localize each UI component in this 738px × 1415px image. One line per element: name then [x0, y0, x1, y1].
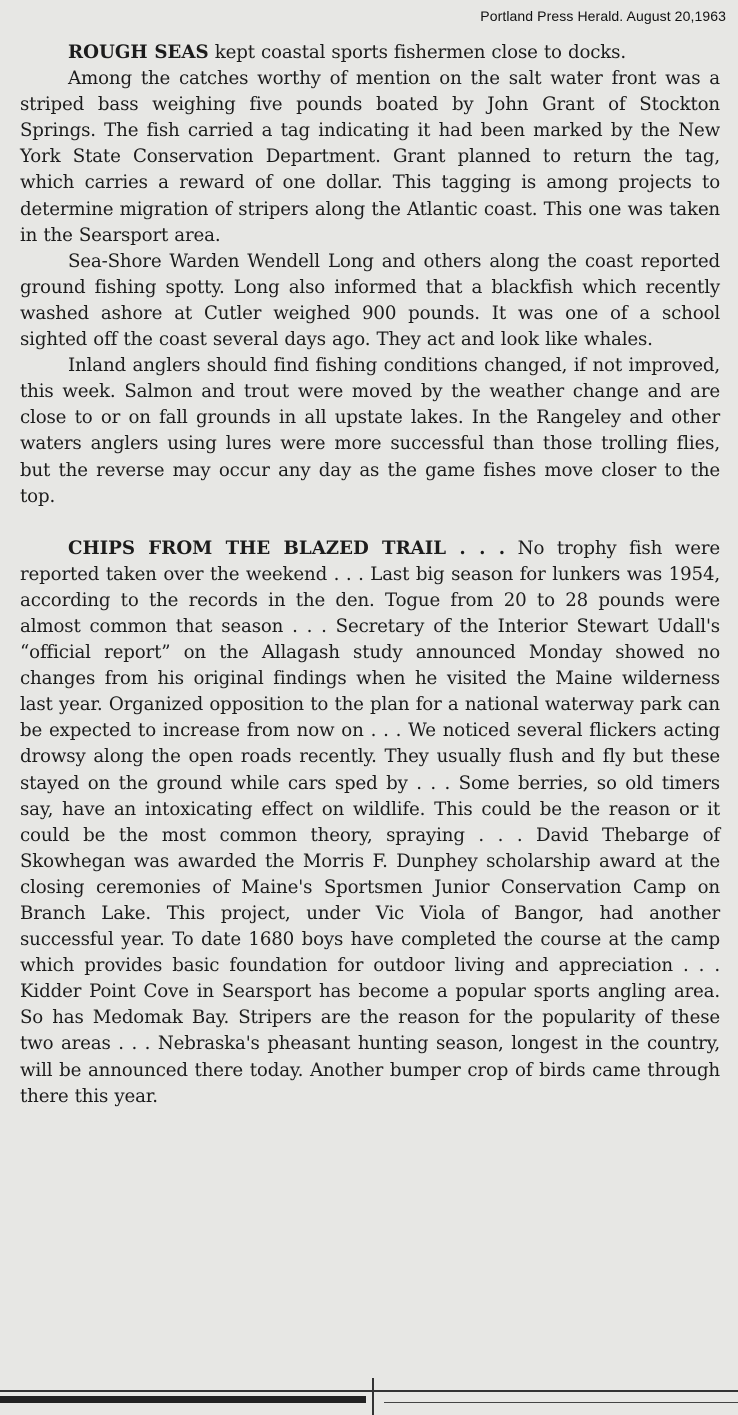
- paragraph-sea-shore-warden: Sea-Shore Warden Wendell Long and others along the coast reported ground fishing spotty. Long also informed that a blackfish which recently washed ashore at Cutler weighed 900 pounds. It was one of a school sighted off the coast several days ago. They act and look like whales.: [20, 250, 720, 351]
- paragraph-chips-from-the-blazed-trail: [20, 536, 720, 1110]
- section-heading-chips: CHIPS FROM THE BLAZED TRAIL . . .: [68, 537, 506, 559]
- paragraph-text: No trophy fish were reported taken over the weekend . . . Last big season for lunkers was 1954, according to the records in the den. Togue from 20 to 28 pounds were almost common that season . . . Secretary of the Interior Stewart Udall's “official report” on the Allagash study announced Monday showed no changes from his original findings when he visited the Maine wilderness last year. Organized opposition to the plan for a national waterway park can be expected to increase from now on . . . We noticed several flickers acting drowsy along the open roads recently. They usually flush and fly but these stayed on the ground while cars sped by . . . Some berries, so old timers say, have an intoxicating effect on wildlife. This could be the reason or it could be the most common theory, spraying . . . David Thebarge of Skowhegan was awarded the Morris F. Dunphey scholarship award at the closing ceremonies of Maine's Sportsmen Junior Conservation Camp on Branch Lake. This project, under Vic Viola of Bangor, had another successful year. To date 1680 boys have completed the course at the camp which provides basic foundation for outdoor living and appreciation . . . Kidder Point Cove in Searsport has become a popular sports angling area. So has Medomak Bay. Stripers are the reason for the popularity of these two areas . . . Nebraska's pheasant hunting season, longest in the country, will be announced there today. Another bumper crop of birds came through there this year.: [20, 537, 720, 1107]
- paragraph-inland-anglers: Inland anglers should find fishing conditions changed, if not improved, this week. Salmon and trout were moved by the weather change and are close to or on fall grounds in all upstate lakes. In the Rangeley and other waters anglers using lures were more successful than those trolling flies, but the reverse may occur any day as the game fishes move closer to the top.: [20, 355, 720, 507]
- heavy-rule-left: [0, 1396, 366, 1403]
- paragraph-rough-seas: [20, 40, 720, 66]
- column-divider: [372, 1378, 374, 1415]
- article-body: [20, 40, 720, 1110]
- column-bottom-rule: [0, 1390, 738, 1392]
- paragraph-striped-bass: Among the catches worthy of mention on the salt water front was a striped bass weighing five pounds boated by John Grant of Stockton Springs. The fish carried a tag indicating it had been marked by the New York State Conservation Department. Grant planned to return the tag, which carries a reward of one dollar. This tagging is among projects to determine migration of stripers along the Atlantic coast. This one was taken in the Searsport area.: [20, 68, 720, 246]
- thin-rule-right: [384, 1402, 738, 1403]
- section-heading-rough-seas: ROUGH SEAS: [68, 42, 209, 63]
- source-credit: Portland Press Herald. August 20,1963: [480, 8, 726, 24]
- paragraph-text: kept coastal sports fishermen close to docks.: [208, 42, 626, 63]
- section-spacer: [20, 510, 720, 536]
